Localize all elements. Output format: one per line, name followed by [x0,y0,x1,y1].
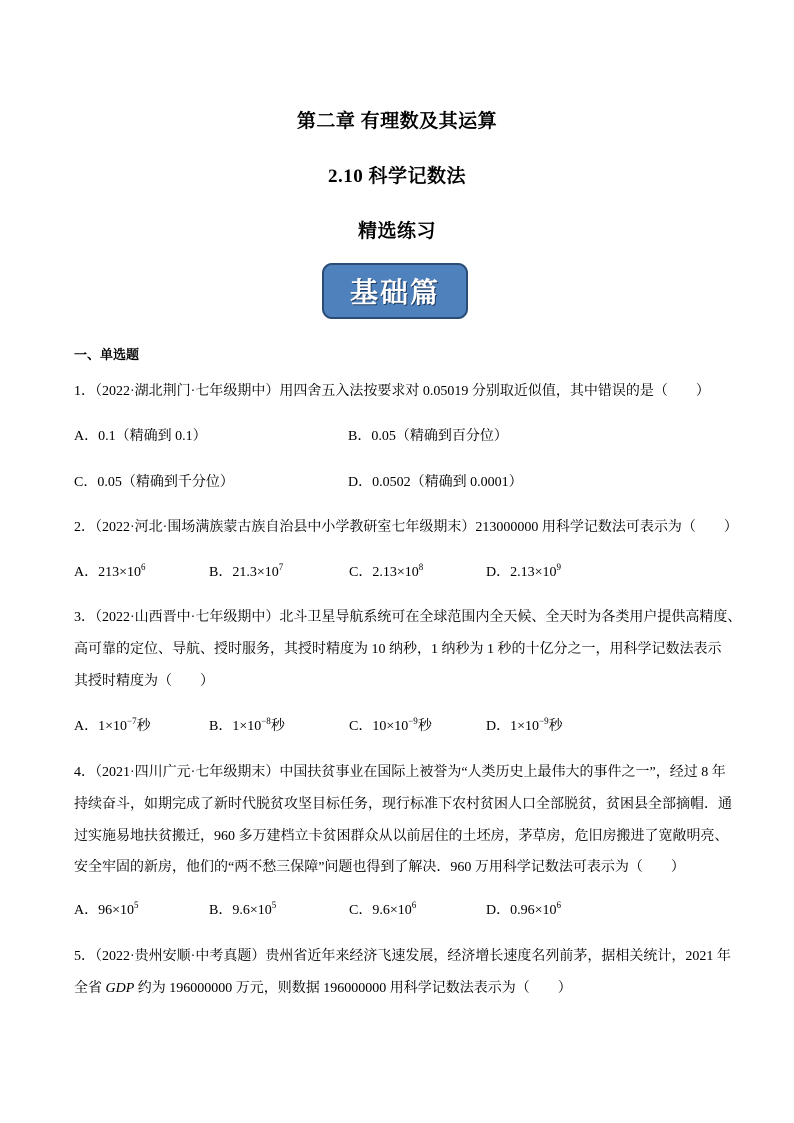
question-4-option-c: C．$9.6\times 10^6$ [349,900,417,918]
question-2-stem: 2．（2022·河北·围场满族蒙古族自治县中小学教研室七年级期末）213000000 用科学记数法可表示为（ ） [74,520,738,535]
question-4-stem-line-2: 持续奋斗，如期完成了新时代脱贫攻坚目标任务，现行标准下农村贫困人口全部脱贫，贫困县全部摘帽．通 [74,797,732,812]
question-3-option-d: D．$1\times 10^{-9}$秒 [486,716,563,734]
question-4-option-d: D．$0.96\times 10^6$ [486,900,562,918]
question-3-option-a: A．$1\times 10^{-7}$秒 [74,716,151,734]
question-3-stem-line-3: 其授时精度为（ ） [74,674,214,689]
question-1-option-b: B．0.05（精确到百分位） [348,429,508,444]
question-1-option-a: A．0.1（精确到 0.1） [74,429,207,444]
section-title: 2.10 科学记数法 [327,166,466,187]
level-badge-label: 基础篇 [349,276,440,309]
question-4-stem-line-3: 过实施易地扶贫搬迁，960 多万建档立卡贫困群众从以前居住的土坯房，茅草房，危旧房搬进了宽敞明亮、 [74,829,729,844]
question-2-option-d: D．$2.13\times 10^9$ [486,562,562,580]
question-4-option-a: A．$96\times 10^5$ [74,900,139,918]
question-1-option-d: D．0.0502（精确到 0.0001） [348,475,523,490]
question-1-option-c: C．0.05（精确到千分位） [74,475,234,490]
question-4-stem-line-4: 安全牢固的新房，他们的“两不愁三保障”问题也得到了解决．960 万用科学记数法可表示为（ ） [74,860,685,875]
question-4-option-b: B．$9.6\times 10^5$ [209,900,277,918]
question-3-stem-line-1: 3．（2022·山西晋中·七年级期中）北斗卫星导航系统可在全球范围内全天候、全天时为各类用户提供高精度、 [74,610,742,625]
question-5-stem-line-1: 5．（2022·贵州安顺·中考真题）贵州省近年来经济飞速发展，经济增长速度名列前茅，据相关统计，2021 年 [74,949,731,964]
question-4-stem-line-1: 4．（2021·四川广元·七年级期末）中国扶贫事业在国际上被誉为“人类历史上最伟大的事件之一”，经过 8 年 [74,765,726,780]
chapter-title: 第二章 有理数及其运算 [296,111,498,132]
question-2-option-b: B．$21.3\times 10^7$ [209,562,284,580]
question-3-option-b: B．$1\times 10^{-8}$秒 [209,716,285,734]
level-badge [322,263,468,319]
question-type-heading: 一、单选题 [74,347,140,362]
page-subtitle: 精选练习 [357,221,436,242]
question-1-stem: 1．（2022·湖北荆门·七年级期中）用四舍五入法按要求对 0.05019 分别取近似值，其中错误的是（ ） [74,384,710,399]
question-3-option-c: C．$10\times 10^{-9}$秒 [349,716,432,734]
question-2-option-a: A．$213\times 10^6$ [74,562,146,580]
question-5-stem-line-2: 全省 GDP 约为 196000000 万元，则数据 196000000 用科学记数法表示为（ ） [74,981,572,996]
question-2-option-c: C．$2.13\times 10^8$ [349,562,424,580]
question-3-stem-line-2: 高可靠的定位、导航、授时服务，其授时精度为 10 纳秒，1 纳秒为 1 秒的十亿分之一，用科学记数法表示 [74,642,722,657]
